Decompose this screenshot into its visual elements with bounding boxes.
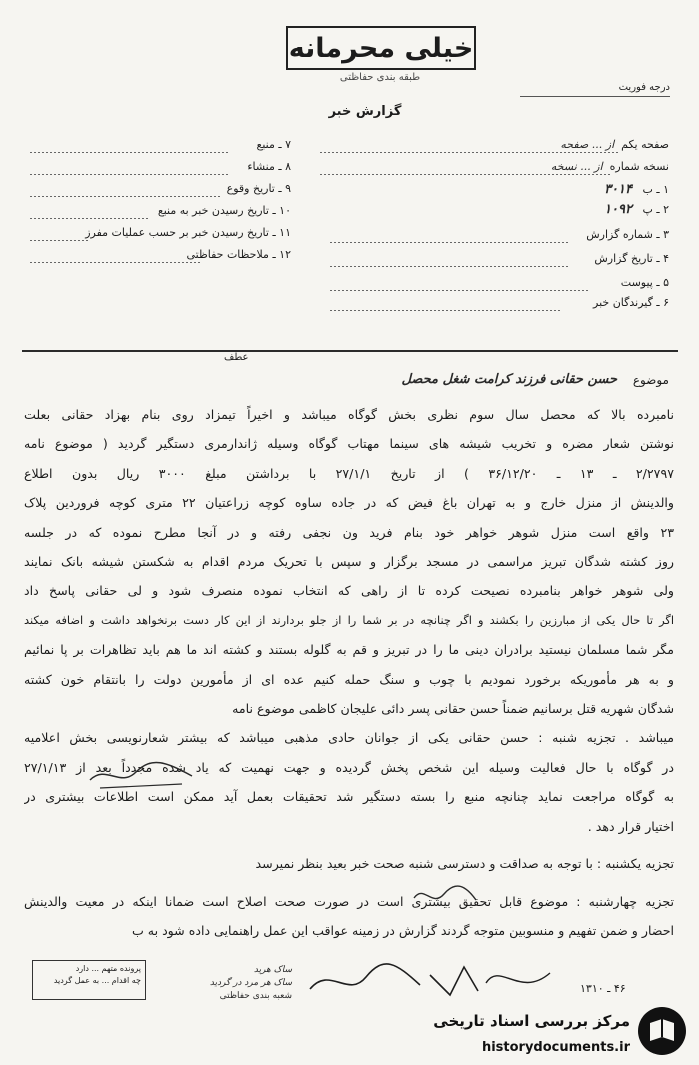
field-label: ۴ ـ تاریخ گزارش [594, 252, 669, 265]
body-line: ولی شوهر خواهر بنامبرده نصیحت کرده تا از راهی که انتخاب نموده منصرف شود و لی حقانی پاسخ داد [24, 583, 674, 599]
analysis-line: تجزیه چهارشنبه : موضوع قابل تحقیق بیشتری است در صورت صحت اصلاح است ضمانا اینکه در معیت والدینش [24, 893, 674, 909]
field-label: ۱۰ ـ تاریخ رسیدن خبر به منبع [157, 204, 291, 217]
field-rule [320, 152, 620, 153]
handwritten-reference-mark [86, 758, 196, 792]
field-rule [320, 174, 610, 175]
field-rule [30, 218, 150, 219]
watermark-site: historydocuments.ir [481, 1040, 630, 1055]
field-rule [330, 310, 560, 311]
field-rule [330, 290, 590, 291]
field-label: ۷ ـ منبع [256, 138, 291, 151]
signature-label: شعبه بندی حفاظتی [219, 991, 292, 1001]
field-rule [30, 262, 200, 263]
classification-text: خیلی محرمانه [288, 32, 474, 64]
field-value: ۱۰۹۲ [604, 202, 632, 217]
field-label: ۱ ـ ب [642, 183, 669, 196]
field-rule [30, 174, 230, 175]
field-origin [247, 160, 291, 173]
field-copy [551, 160, 669, 173]
field-value: ۳۰۱۴ [604, 182, 632, 197]
field-rule [30, 240, 90, 241]
field-label: ۲ ـ پ [642, 203, 669, 216]
field-label: صفحه یکم [621, 138, 669, 151]
body-line: و به هر مأموریکه برخورد نمودیم با چوب و سنگ حمله کنیم عده ای از مأمورین دولت را بانتقام خون کشته [24, 671, 674, 687]
body-line: ۲/۲۷۹۷ ـ ۱۳ ـ ۳۶/۱۲/۲۰ ) از تاریخ ۲۷/۱/۱ با برداشتن مبلغ ۳۰۰۰ ریال بدون اطلاع [24, 465, 674, 481]
body-line: شدگان شهریه قتل برسانیم ضمناً حسن حقانی پسر دائی علیجان کاظمی موضوع نامه [232, 701, 674, 717]
field-value: از ... صفحه [560, 138, 615, 151]
body-line: مگر شما مسلمان نیستید برادران دینی ما را در تبریز و قم به گلوله بستند و کشته اند ما هم باید تظاهرات بر پا نمائیم [24, 642, 674, 658]
field-attachment [621, 276, 669, 289]
field-label: ۱۲ ـ ملاحظات حفاظتی [186, 248, 291, 261]
body-line: والدینش از منزل خارج و به تهران باغ فیض که در جاده ساوه کوچه زراعتیان ۲۲ متری کوچه فروردین پلاک [24, 495, 674, 511]
field-rule [330, 266, 570, 267]
book-logo-icon [634, 1005, 690, 1057]
field-rule [330, 242, 570, 243]
field-label: ۶ ـ گیرندگان خبر [593, 296, 669, 309]
subject-text: حسن حقانی فرزند کرامت شغل محصل [401, 372, 617, 387]
field-report-date [594, 252, 669, 265]
field-rule [30, 152, 230, 153]
field-operations-date [85, 226, 291, 239]
field-report-number [586, 228, 669, 241]
watermark-org: مرکز بررسی اسناد تاریخی [433, 1012, 630, 1030]
field-b [604, 182, 669, 197]
field-source [256, 138, 291, 151]
field-page [560, 138, 669, 151]
field-label: ۳ ـ شماره گزارش [586, 228, 669, 241]
field-label: ۵ ـ پیوست [620, 276, 669, 289]
bottom-stamp [32, 960, 146, 1000]
body-line: در گوگاه با حال فعالیت وسیله این شخص پخش گردیده و جهت نهمیت که یاد شده مجدداً بعد از ۲۷/۱/۱۳ [24, 759, 674, 775]
subject-label: موضوع [632, 373, 669, 387]
field-rule [30, 196, 220, 197]
field-event-date [227, 182, 291, 195]
field-label: ۸ ـ منشاء [247, 160, 291, 173]
bottom-notes [152, 964, 292, 1003]
body-line: ۲۳ واقع است منزل شوهر خواهر خود بنام فرید ون نجفی رفته و در آنجا مطرح نموده که در جلسه [24, 524, 674, 540]
urgency-label: درجه فوریت [618, 82, 670, 93]
report-title: گزارش خبر [328, 104, 402, 119]
note-line: ساک هر مرد در گردید [209, 978, 292, 988]
body-line: اختیار قرار دهد . [587, 818, 674, 834]
body-line: میباشد . تجزیه شنبه : حسن حقانی یکی از جوانان حادی مذهبی میباشد که بیشتر شعارنویسی بخش اعلامیه [24, 730, 674, 746]
analysis-line: تجزیه یکشنبه : با توجه به صداقت و دسترسی شنبه صحت خبر بعید بنظر نمیرسد [255, 856, 674, 872]
field-value: از ... نسخه [550, 160, 603, 173]
document-number: ۴۶ ـ ۱۳۱۰ [580, 982, 626, 995]
body-line: به گوگاه مراجعت نماید چنانچه منبع را بسته دستگیر شد تحقیقات بعمل آید ممکن است اطلاعات بیشتری در [24, 789, 674, 805]
report-body [24, 400, 674, 945]
margin-note: عطف [224, 352, 249, 363]
field-received-date [158, 204, 291, 217]
field-recipients [593, 296, 669, 309]
note-line: ساک هرید [253, 965, 292, 975]
header-divider [22, 350, 678, 352]
field-label: ۹ ـ تاریخ وقوع [226, 182, 291, 195]
body-line: نوشتن شعار مضره و تخریب شیشه های سینما مهتاب گوگاه وسیله ژاندارمری دستگیر گردید ( موضوع نامه [24, 436, 674, 452]
classification-subtext: طبقه بندی حفاظتی [339, 72, 421, 83]
urgency-rule [520, 96, 670, 97]
stamp-line: پرونده متهم ... دارد [75, 964, 141, 973]
field-label: ۱۱ ـ تاریخ رسیدن خبر بر حسب عملیات مفرز [85, 226, 291, 239]
classification-stamp [286, 26, 476, 70]
field-label: نسخه شماره [609, 160, 669, 173]
field-p [604, 202, 669, 217]
signatures [300, 955, 560, 1005]
stamp-line: چه اقدام ... به عمل گردید [53, 976, 141, 985]
body-line: روز کشته شدگان تبریز مراسمی در مسجد برگزار و سپس با تحریک مردم اقدام به شکستن شیشه بانک نمایند [24, 554, 674, 570]
body-line: اگر تا حال یکی از مبارزین را بکشند و اگر چنانچه در بر شما را از جلو بردارند از این کار دست برنخواهد داشت و اضافه میکند [24, 612, 674, 627]
handwritten-initials [410, 880, 480, 910]
field-security-notes [187, 248, 292, 261]
analysis-line: احضار و ضمن تفهیم و منسوبین متوجه گردند گزارش در زمینه عواقب این عمل راهنمایی داده شود به ب [131, 922, 674, 938]
body-line: نامبرده بالا که محصل سال سوم نظری بخش گوگاه میباشد و اخیراً تیمزاد روی بنام بهزاد حقانی بعلت [24, 407, 674, 422]
